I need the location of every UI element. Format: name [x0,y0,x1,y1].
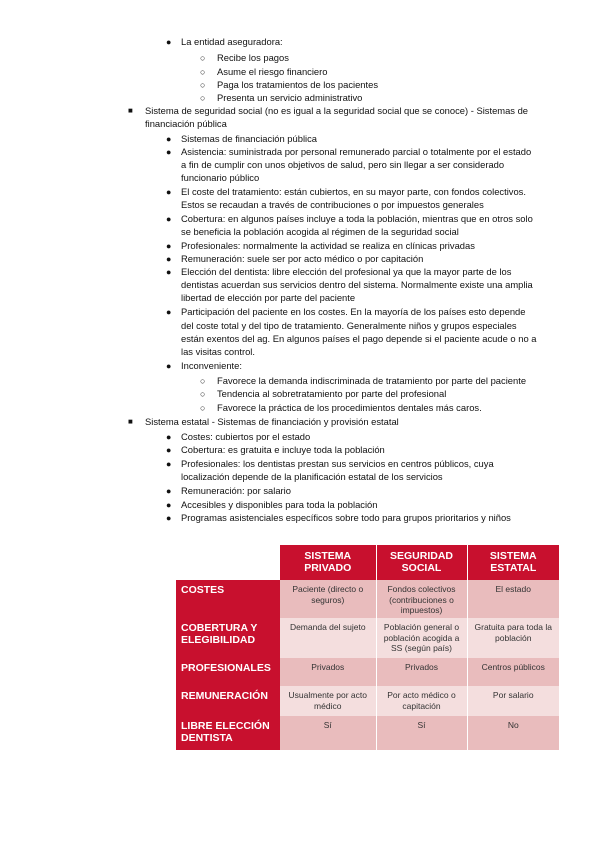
bullet-circle-icon: ○ [200,53,206,63]
section-heading-social: Sistema de seguridad social (no es igual a la seguridad social que se conoce) - Sistemas de [145,105,529,116]
table-row [176,686,559,716]
list-item: Asume el riesgo financiero [217,66,328,77]
bullet-dot-icon: ● [166,432,172,442]
bullet-circle-icon: ○ [200,376,206,386]
list-item-cont: se beneficia la población acogida al régimen de la seguridad social [181,226,459,237]
table-header-cell: SISTEMA PRIVADO [280,545,376,580]
row-label: COSTES [176,580,280,618]
list-item: Inconveniente: [181,360,242,371]
list-item-cont: funcionario público [181,172,260,183]
list-item: Accesibles y disponibles para toda la población [181,499,378,510]
bullet-dot-icon: ● [166,214,172,224]
bullet-dot-icon: ● [166,500,172,510]
table-header-cell: SISTEMA ESTATAL [467,545,559,580]
table-cell: Fondos colectivos (contribuciones o impuestos) [376,580,467,618]
table-cell: Demanda del sujeto [280,618,376,658]
table-cell: Usualmente por acto médico [280,686,376,716]
bullet-dot-icon: ● [166,513,172,523]
list-item: Paga los tratamientos de los pacientes [217,79,379,90]
bullet-dot-icon: ● [166,241,172,251]
table-row [176,618,559,658]
list-item: Elección del dentista: libre elección del profesional ya que la mayor parte de los [181,266,512,277]
table-cell: Por salario [467,686,559,716]
table-header-cell: SEGURIDAD SOCIAL [376,545,467,580]
bullet-dot-icon: ● [166,254,172,264]
table-cell: El estado [467,580,559,618]
bullet-dot-icon: ● [166,445,172,455]
list-item: Profesionales: normalmente la actividad se realiza en clínicas privadas [181,240,475,251]
row-label: PROFESIONALES [176,658,280,686]
list-item-cont: localización depende de la planificación estatal de los servicios [181,471,443,482]
table-row [176,658,559,686]
bullet-square-icon: ■ [128,417,133,426]
bullet-dot-icon: ● [166,267,172,277]
list-item: Asistencia: suministrada por personal remunerado parcial o totalmente por el estado [181,146,532,157]
list-item: Sistemas de financiación pública [181,133,318,144]
bullet-dot-icon: ● [166,147,172,157]
list-item-cont: Estos se recaudan a través de contribuciones o por impuestos generales [181,199,484,210]
bullet-dot-icon: ● [166,459,172,469]
row-label: LIBRE ELECCIÓN DENTISTA [176,716,280,750]
table-cell: Por acto médico o capitación [376,686,467,716]
table-cell: No [467,716,559,750]
bullet-circle-icon: ○ [200,389,206,399]
bullet-dot-icon: ● [166,361,172,371]
list-item-cont: libertad de elección por parte del paciente [181,292,356,303]
section-heading-estatal: Sistema estatal - Sistemas de financiación y provisión estatal [145,416,399,427]
list-item: Cobertura: es gratuita e incluye toda la población [181,444,385,455]
list-item-cont: dentistas acuerdan sus servicios dentro del sistema. Normalmente existe una amplia [181,279,533,290]
list-item: El coste del tratamiento: están cubiertos, en su mayor parte, con fondos colectivos. [181,186,526,197]
table-cell: Gratuita para toda la población [467,618,559,658]
table-row [176,580,559,618]
list-item-cont: las visitas control. [181,346,255,357]
list-item: Participación del paciente en los costes. En la mayoría de los países esto depende [181,306,526,317]
table-cell: Sí [376,716,467,750]
table-cell: Centros públicos [467,658,559,686]
comparison-table [176,545,559,750]
list-item: Remuneración: por salario [181,485,291,496]
table-row [176,716,559,750]
list-item-cont: a fin de cumplir con unos objetivos de salud, pero sin llegar a ser considerado [181,159,505,170]
section-heading-social-cont: financiación pública [145,118,227,129]
list-item: Costes: cubiertos por el estado [181,431,311,442]
table-cell: Privados [376,658,467,686]
list-item: Favorece la demanda indiscriminada de tratamiento por parte del paciente [217,375,527,386]
table-cell: Sí [280,716,376,750]
bullet-dot-icon: ● [166,37,172,47]
bullet-square-icon: ■ [128,106,133,115]
bullet-dot-icon: ● [166,187,172,197]
table-cell: Privados [280,658,376,686]
bullet-circle-icon: ○ [200,403,206,413]
row-label: REMUNERACIÓN [176,686,280,716]
list-item-cont: están exentos del ag. En algunos países el pago depende si el paciente acude o no a [181,333,537,344]
list-item: Recibe los pagos [217,52,289,63]
bullet-dot-icon: ● [166,307,172,317]
bullet-circle-icon: ○ [200,67,206,77]
list-item-cont: del coste total y del tipo de tratamiento. Generalmente niños y grupos especiales [181,320,517,331]
row-label: COBERTURA Y ELEGIBILIDAD [176,618,280,658]
list-item-entity: La entidad aseguradora: [181,36,283,47]
list-item: Profesionales: los dentistas prestan sus servicios en centros públicos, cuya [181,458,494,469]
list-item: Favorece la práctica de los procedimientos dentales más caros. [217,402,482,413]
list-item: Presenta un servicio administrativo [217,92,363,103]
list-item: Cobertura: en algunos países incluye a toda la población, mientras que en otros solo [181,213,533,224]
table-header-row [176,545,559,580]
table-cell: Paciente (directo o seguros) [280,580,376,618]
table-cell: Población general o población acogida a SS (según país) [376,618,467,658]
bullet-dot-icon: ● [166,486,172,496]
list-item: Remuneración: suele ser por acto médico o por capitación [181,253,424,264]
bullet-circle-icon: ○ [200,80,206,90]
bullet-dot-icon: ● [166,134,172,144]
list-item: Programas asistenciales específicos sobre todo para grupos prioritarios y niños [181,512,511,523]
list-item: Tendencia al sobretratamiento por parte del profesional [217,388,447,399]
bullet-circle-icon: ○ [200,93,206,103]
table-corner [176,545,280,580]
